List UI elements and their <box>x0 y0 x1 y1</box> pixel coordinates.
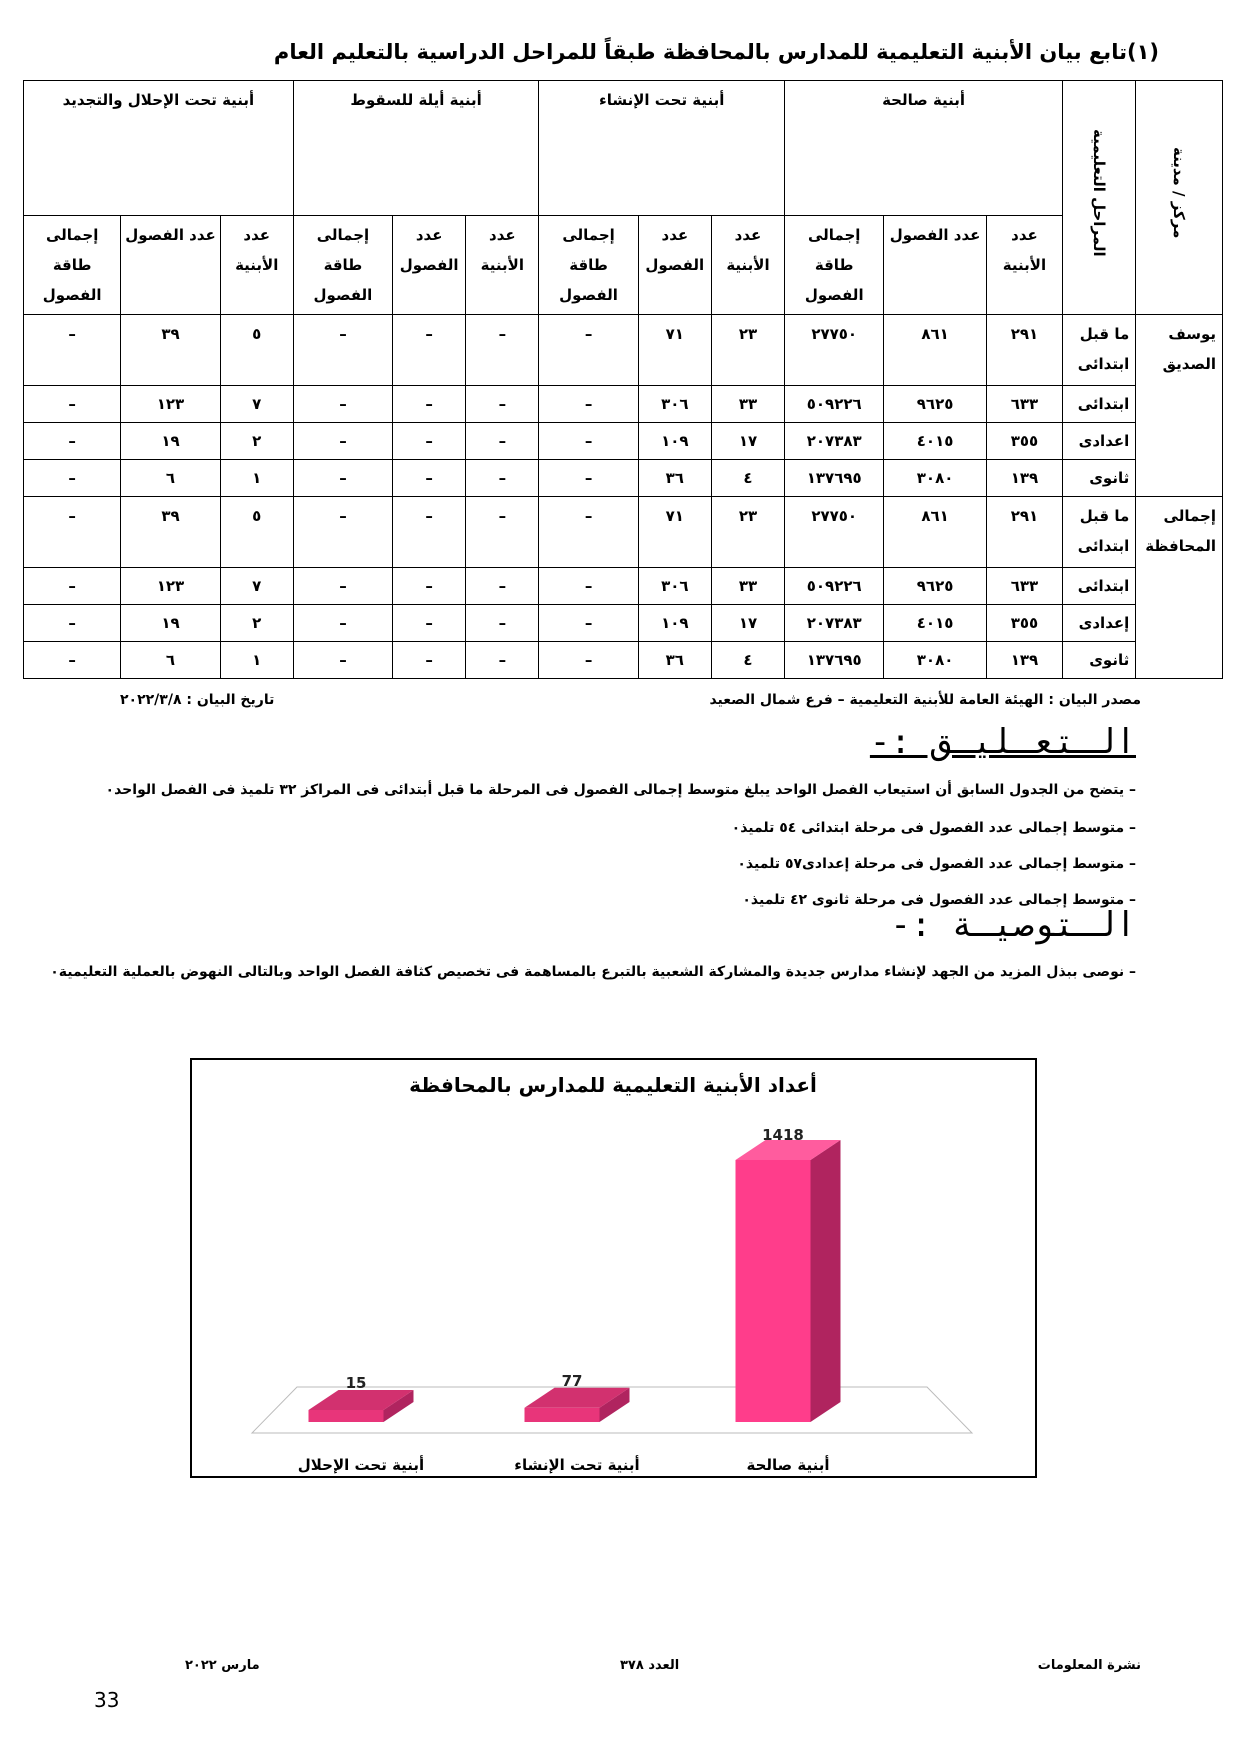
data-label: 15 <box>345 1374 367 1392</box>
table-cell: – <box>393 497 466 568</box>
table-cell: – <box>539 423 638 460</box>
chart-title: أعداد الأبنية التعليمية للمدارس بالمحافظة <box>409 1073 817 1097</box>
table-row <box>24 568 1223 605</box>
header-center: مركز / مدينة <box>1136 81 1223 315</box>
table-cell: – <box>293 386 392 423</box>
subheader-cell: عدد الفصول <box>884 216 986 315</box>
table-cell: ٣٣ <box>711 568 784 605</box>
table-cell: ٤ <box>711 460 784 497</box>
table-cell: ٢٠٧٣٨٣ <box>785 605 884 642</box>
table-cell: – <box>393 315 466 386</box>
table-cell: ٣٥٥ <box>986 605 1062 642</box>
schools-table <box>23 80 1223 679</box>
center-name: يوسف الصديق <box>1136 315 1223 497</box>
data-label: 77 <box>561 1371 583 1390</box>
subheader-cell: عدد الفصول <box>393 216 466 315</box>
table-cell: ٣٦ <box>638 642 711 679</box>
table-cell: – <box>24 497 121 568</box>
table-cell: ٢ <box>220 423 293 460</box>
table-cell: ٥ <box>220 497 293 568</box>
subheader-cell: إجمالى طاقة الفصول <box>785 216 884 315</box>
table-cell: – <box>24 460 121 497</box>
source-note: مصدر البيان : الهيئة العامة للأبنية التعليمية – فرع شمال الصعيد <box>709 692 1141 708</box>
table-cell: ١٣٧٦٩٥ <box>785 460 884 497</box>
table-cell: ٥٠٩٢٢٦ <box>785 568 884 605</box>
table-cell: ٣٠٦ <box>638 386 711 423</box>
table-cell: ١٠٩ <box>638 423 711 460</box>
table-row <box>24 315 1223 386</box>
table-cell: – <box>466 605 539 642</box>
table-cell: ١٠٩ <box>638 605 711 642</box>
table-cell: – <box>293 605 392 642</box>
subheader-cell: عدد الأبنية <box>711 216 784 315</box>
table-cell: – <box>466 642 539 679</box>
table-cell: ٣٠٨٠ <box>884 460 986 497</box>
table-row <box>24 642 1223 679</box>
table-cell: ٣٦ <box>638 460 711 497</box>
table-cell: ١٣٩ <box>986 460 1062 497</box>
data-label: 1418 <box>762 1126 804 1144</box>
table-cell: – <box>293 423 392 460</box>
table-cell: – <box>539 605 638 642</box>
subheader-cell: عدد الفصول <box>121 216 220 315</box>
subheader-cell: عدد الفصول <box>638 216 711 315</box>
subheader-cell: عدد الأبنية <box>220 216 293 315</box>
stage-name: ما قبل ابتدائى <box>1063 315 1136 386</box>
stage-name: إعدادى <box>1063 605 1136 642</box>
table-cell: ٣٠٨٠ <box>884 642 986 679</box>
table-cell: ١٣٧٦٩٥ <box>785 642 884 679</box>
table-cell: ٦٣٣ <box>986 568 1062 605</box>
table-row <box>24 386 1223 423</box>
subheader-cell: إجمالى طاقة الفصول <box>24 216 121 315</box>
table-cell: – <box>393 642 466 679</box>
stage-name: اعدادى <box>1063 423 1136 460</box>
table-cell: – <box>539 315 638 386</box>
recommendation-heading: الـتوصيـة :- <box>890 905 1136 945</box>
table-cell: – <box>539 386 638 423</box>
table-cell: ٢٩١ <box>986 315 1062 386</box>
table-cell: ٣٩ <box>121 315 220 386</box>
table-cell: – <box>539 497 638 568</box>
header-group-renovation: أبنية تحت الإحلال والتجديد <box>24 81 294 216</box>
subheader-cell: عدد الأبنية <box>986 216 1062 315</box>
table-cell: – <box>539 568 638 605</box>
table-cell: ٤٠١٥ <box>884 423 986 460</box>
table-cell: – <box>539 642 638 679</box>
comment-1: – يتضح من الجدول السابق أن استيعاب الفصل الواحد يبلغ متوسط إجمالى الفصول فى المرحلة ما قبل أبتدائى فى المراكز ٣٢ تلميذ فى الفصل الواحد٠ <box>105 782 1136 798</box>
table-cell: – <box>24 642 121 679</box>
table-row <box>24 460 1223 497</box>
table-cell: – <box>24 605 121 642</box>
table-cell: – <box>293 568 392 605</box>
bar-side <box>811 1140 841 1422</box>
table-cell: – <box>24 315 121 386</box>
data-date: تاريخ البيان : ٢٠٢٢/٣/٨ <box>120 692 275 708</box>
table-cell: ٢٧٧٥٠ <box>785 315 884 386</box>
bar <box>309 1410 384 1422</box>
table-cell: ١ <box>220 460 293 497</box>
table-cell: ٦ <box>121 642 220 679</box>
table-cell: – <box>466 386 539 423</box>
table-cell: ٤ <box>711 642 784 679</box>
footer-publication: نشرة المعلومات <box>1037 1658 1141 1673</box>
subheader-cell: إجمالى طاقة الفصول <box>293 216 392 315</box>
bar <box>736 1160 811 1422</box>
table-cell: – <box>539 460 638 497</box>
category-label: أبنية صالحة <box>746 1456 830 1474</box>
table-row <box>24 423 1223 460</box>
table-row <box>24 605 1223 642</box>
comment-4: – متوسط إجمالى عدد الفصول فى مرحلة ثانوى ٤٢ تلميذ٠ <box>742 892 1136 908</box>
table-cell: – <box>393 423 466 460</box>
header-stage: المراحل التعليمية <box>1063 81 1136 315</box>
bar <box>525 1408 600 1422</box>
table-cell: ٦ <box>121 460 220 497</box>
table-cell: ٣٥٥ <box>986 423 1062 460</box>
table-cell: – <box>24 423 121 460</box>
table-cell: ٢٧٧٥٠ <box>785 497 884 568</box>
table-cell: – <box>293 497 392 568</box>
stage-name: ابتدائى <box>1063 568 1136 605</box>
table-cell: – <box>293 315 392 386</box>
comment-heading: الـتعـليـق :- <box>869 722 1136 762</box>
stage-name: ثانوى <box>1063 460 1136 497</box>
table-cell: ١٣٩ <box>986 642 1062 679</box>
subheader-cell: إجمالى طاقة الفصول <box>539 216 638 315</box>
table-cell: – <box>393 568 466 605</box>
table-cell: ٣٠٦ <box>638 568 711 605</box>
table-cell: ٢٣ <box>711 497 784 568</box>
stage-name: ما قبل ابتدائى <box>1063 497 1136 568</box>
table-cell: ٧١ <box>638 497 711 568</box>
table-cell: ٨٦١ <box>884 315 986 386</box>
table-cell: ٨٦١ <box>884 497 986 568</box>
table-cell: ١٧ <box>711 605 784 642</box>
table-cell: ٥ <box>220 315 293 386</box>
table-cell: ١٧ <box>711 423 784 460</box>
table-cell: – <box>24 568 121 605</box>
table-cell: ٧ <box>220 386 293 423</box>
table-cell: – <box>466 460 539 497</box>
subheader-cell: عدد الأبنية <box>466 216 539 315</box>
category-label: أبنية تحت الإنشاء <box>514 1456 640 1474</box>
table-cell: – <box>393 460 466 497</box>
table-cell: ٢ <box>220 605 293 642</box>
table-cell: – <box>393 605 466 642</box>
table-cell: ١٩ <box>121 605 220 642</box>
stage-name: ابتدائى <box>1063 386 1136 423</box>
header-group-valid: أبنية صالحة <box>785 81 1063 216</box>
footer-date: مارس ٢٠٢٢ <box>185 1658 260 1673</box>
table-row <box>24 497 1223 568</box>
table-cell: ١ <box>220 642 293 679</box>
table-cell: ٦٣٣ <box>986 386 1062 423</box>
footer-issue: العدد ٣٧٨ <box>620 1658 680 1673</box>
chart-svg <box>192 1060 1035 1476</box>
table-cell: – <box>24 386 121 423</box>
table-cell: ٩٦٢٥ <box>884 386 986 423</box>
comment-2: – متوسط إجمالى عدد الفصول فى مرحلة ابتدائى ٥٤ تلميذ٠ <box>731 820 1136 836</box>
category-label: أبنية تحت الإحلال <box>297 1456 425 1474</box>
stage-name: ثانوى <box>1063 642 1136 679</box>
table-cell: ٩٦٢٥ <box>884 568 986 605</box>
table-cell: ٣٣ <box>711 386 784 423</box>
table-cell: ١٢٣ <box>121 568 220 605</box>
table-cell: ٧ <box>220 568 293 605</box>
table-cell: ٤٠١٥ <box>884 605 986 642</box>
table-cell: – <box>293 642 392 679</box>
table-cell: ١٢٣ <box>121 386 220 423</box>
table-cell: – <box>293 460 392 497</box>
table-cell: – <box>466 315 539 386</box>
table-cell: – <box>466 497 539 568</box>
center-name: إجمالى المحافظة <box>1136 497 1223 679</box>
page-number: 33 <box>94 1688 120 1712</box>
table-cell: – <box>466 568 539 605</box>
table-cell: ٢٣ <box>711 315 784 386</box>
recommendation-text: – نوصى ببذل المزيد من الجهد لإنشاء مدارس جديدة والمشاركة الشعبية بالتبرع بالمساهمة فى تخصيص كثافة الفصل الواحد وبالتالى النهوض بالعملية التعليمية٠ <box>50 964 1136 980</box>
table-cell: ٧١ <box>638 315 711 386</box>
page-title: (١)تابع بيان الأبنية التعليمية للمدارس بالمحافظة طبقاً للمراحل الدراسية بالتعليم العام <box>273 40 1159 64</box>
table-cell: ١٩ <box>121 423 220 460</box>
table-cell: – <box>393 386 466 423</box>
table-cell: ٢٠٧٣٨٣ <box>785 423 884 460</box>
table-cell: ٥٠٩٢٢٦ <box>785 386 884 423</box>
comment-3: – متوسط إجمالى عدد الفصول فى مرحلة إعدادى٥٧ تلميذ٠ <box>737 856 1136 872</box>
table-cell: – <box>466 423 539 460</box>
table-cell: ٢٩١ <box>986 497 1062 568</box>
buildings-chart <box>190 1058 1037 1478</box>
header-group-collapsing: أبنية أيلة للسقوط <box>293 81 539 216</box>
header-group-under-construction: أبنية تحت الإنشاء <box>539 81 785 216</box>
table-cell: ٣٩ <box>121 497 220 568</box>
